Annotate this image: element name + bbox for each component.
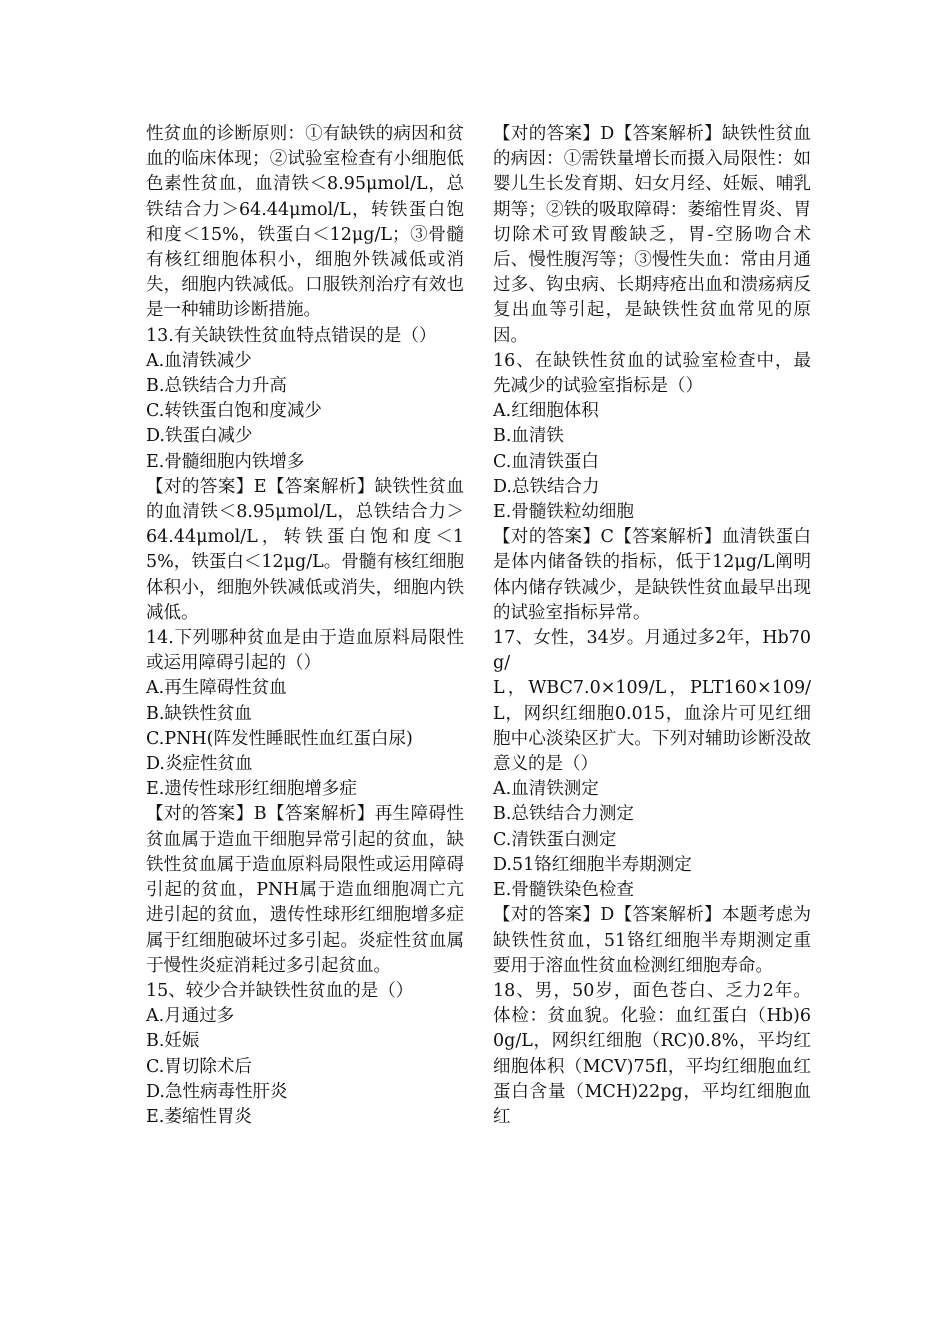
q14-option-b: B.缺铁性贫血 — [146, 703, 252, 724]
q13-option-a: A.血清铁减少 — [146, 350, 252, 371]
q17-option-a: A.血清铁测定 — [493, 779, 599, 800]
q16-option-a: A.红细胞体积 — [493, 401, 599, 422]
q17-option-b: B.总铁结合力测定 — [493, 804, 634, 825]
q14-option-d: D.炎症性贫血 — [146, 754, 253, 775]
q13-answer: 【对的答案】E【答案解析】缺铁性贫血的血清铁＜8.95μmol/L，总铁结合力＞64.44μmol/L，转铁蛋白饱和度＜15%，铁蛋白＜12μg/L。骨髓有核红细胞体积小，细胞外铁减低或消失，细胞内铁减低。 — [146, 476, 464, 623]
right-column — [493, 122, 811, 1130]
q17-option-c: C.清铁蛋白测定 — [493, 829, 617, 850]
question-15: 15、较少合并缺铁性贫血的是（） — [146, 980, 414, 1001]
q13-option-b: B.总铁结合力升高 — [146, 376, 287, 397]
q15-answer: 【对的答案】D【答案解析】缺铁性贫血的病因：①需铁量增长而摄入局限性：如婴儿生长发育期、妇女月经、妊娠、哺乳期等；②铁的吸取障碍：萎缩性胃炎、胃切除术可致胃酸缺乏，胃-空肠吻合术后、慢性腹泻等；③慢性失血：常由月通过多、钩虫病、长期痔疮出血和溃疡病反复出血等引起，是缺铁性贫血常见的原因。 — [493, 124, 811, 346]
question-17-continued: L，WBC7.0×109/L，PLT160×109/L，网织红细胞0.015，血涂片可见红细胞中心淡染区扩大。下列对辅助诊断没故意义的是（） — [493, 678, 811, 775]
q17-option-d: D.51铬红细胞半寿期测定 — [493, 854, 692, 875]
q15-option-a: A.月通过多 — [146, 1006, 235, 1027]
q16-option-b: B.血清铁 — [493, 426, 564, 447]
question-16: 16、在缺铁性贫血的试验室检查中，最先减少的试验室指标是（） — [493, 350, 811, 397]
question-18: 18、男，50岁，面色苍白、乏力2年。体检：贫血貌。化验：血红蛋白（Hb)60g/L，网织红细胞（RC)0.8%，平均红细胞体积（MCV)75fl，平均红细胞血红蛋白含量（MCH)22pg，平均红细胞血红 — [493, 980, 811, 1127]
q15-option-d: D.急性病毒性肝炎 — [146, 1081, 288, 1102]
q15-option-c: C.胃切除术后 — [146, 1056, 252, 1077]
q17-answer: 【对的答案】D【答案解析】本题考虑为缺铁性贫血，51铬红细胞半寿期测定重要用于溶血性贫血检测红细胞寿命。 — [493, 905, 811, 976]
q16-option-e: E.骨髓铁粒幼细胞 — [493, 502, 634, 523]
q16-option-d: D.总铁结合力 — [493, 476, 600, 497]
question-17: 17、女性，34岁。月通过多2年，Hb70g/ — [493, 628, 811, 674]
left-column — [146, 122, 464, 1130]
q15-option-e: E.萎缩性胃炎 — [146, 1106, 252, 1127]
q14-option-e: E.遗传性球形红细胞增多症 — [146, 779, 357, 800]
q14-option-a: A.再生障碍性贫血 — [146, 678, 287, 699]
q13-option-c: C.转铁蛋白饱和度减少 — [146, 401, 322, 422]
question-14: 14.下列哪种贫血是由于造血原料局限性或运用障碍引起的（） — [146, 628, 464, 674]
q14-answer: 【对的答案】B【答案解析】再生障碍性贫血属于造血干细胞异常引起的贫血，缺铁性贫血属于造血原料局限性或运用障碍引起的贫血，PNH属于造血细胞凋亡亢进引起的贫血，遗传性球形红细胞增多症属于红细胞破坏过多引起。炎症性贫血属于慢性炎症消耗过多引起贫血。 — [146, 804, 464, 976]
q13-option-d: D.铁蛋白减少 — [146, 426, 253, 447]
paragraph-diagnosis-principles: 性贫血的诊断原则：①有缺铁的病因和贫血的临床体现；②试验室检查有小细胞低色素性贫血，血清铁＜8.95μmol/L，总铁结合力＞64.44μmol/L，转铁蛋白饱和度＜15%，铁蛋白＜12μg/L；③骨髓有核红细胞体积小，细胞外铁减低或消失，细胞内铁减低。口服铁剂治疗有效也是一种辅助诊断措施。 — [146, 124, 464, 321]
q14-option-c: C.PNH(阵发性睡眠性血红蛋白尿) — [146, 728, 413, 749]
q17-option-e: E.骨髓铁染色检查 — [493, 880, 634, 901]
q16-option-c: C.血清铁蛋白 — [493, 451, 599, 472]
q15-option-b: B.妊娠 — [146, 1031, 200, 1052]
q16-answer: 【对的答案】C【答案解析】血清铁蛋白是体内储备铁的指标，低于12μg/L阐明体内储存铁减少，是缺铁性贫血最早出现的试验室指标异常。 — [493, 527, 811, 623]
question-13: 13.有关缺铁性贫血特点错误的是（） — [146, 325, 437, 346]
q13-option-e: E.骨髓细胞内铁增多 — [146, 451, 305, 472]
